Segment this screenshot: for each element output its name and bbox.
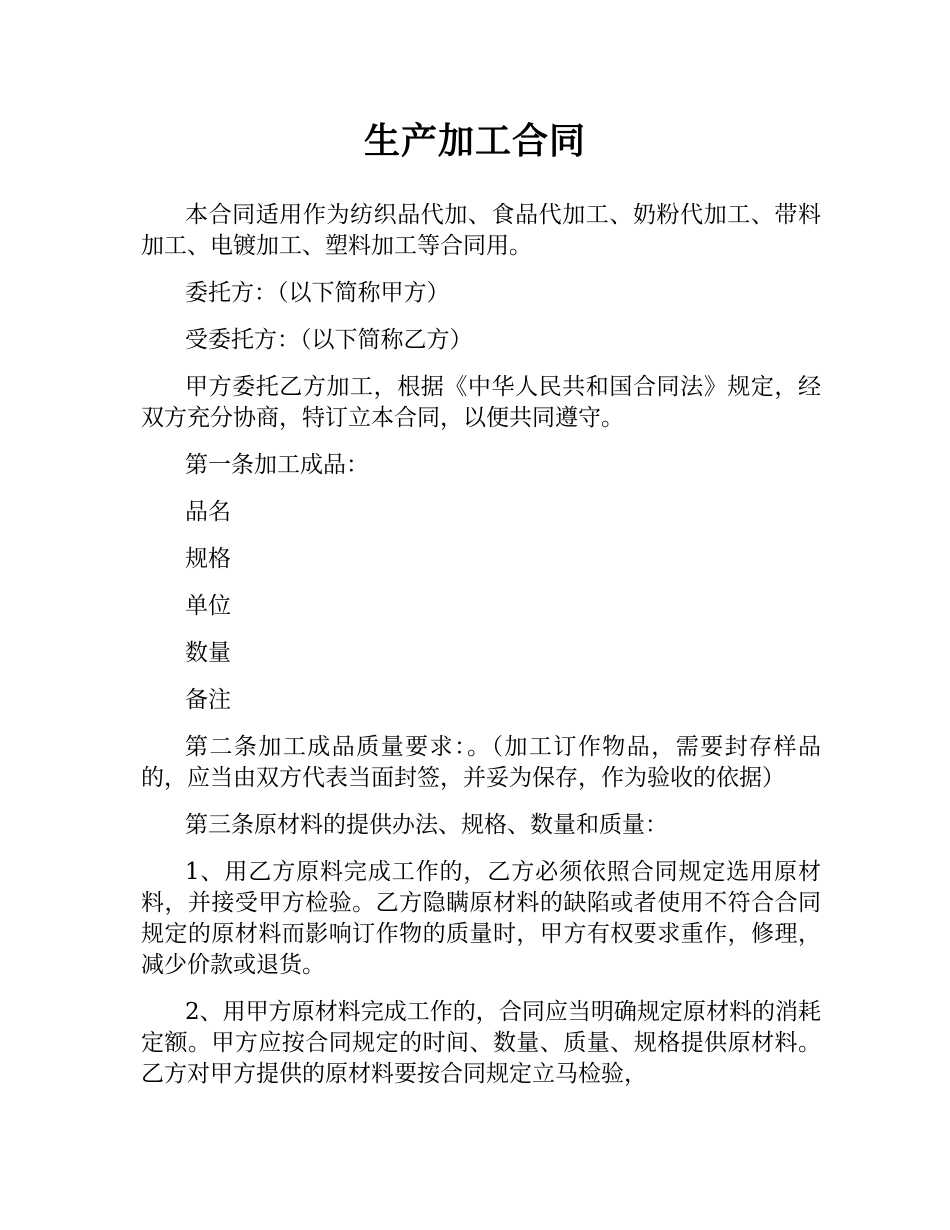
paragraph-party-a: 委托方：（以下简称甲方） xyxy=(185,280,450,306)
paragraph-preamble: 甲方委托乙方加工，根据《中华人民共和国合同法》规定，经双方充分协商，特订立本合同，以便共同遵守。 xyxy=(141,374,821,431)
article-1-heading: 第一条加工成品： xyxy=(185,452,369,478)
article-3-heading: 第三条原材料的提供办法、规格、数量和质量： xyxy=(185,812,668,838)
field-quantity: 数量 xyxy=(185,640,231,666)
article-3-clause-2: 2、用甲方原材料完成工作的，合同应当明确规定原材料的消耗定额。甲方应按合同规定的时间、数量、质量、规格提供原材料。乙方对甲方提供的原材料要按合同规定立马检验， xyxy=(141,999,821,1087)
paragraph-party-b: 受委托方：（以下简称乙方） xyxy=(185,327,473,353)
field-remarks: 备注 xyxy=(185,687,231,713)
field-specification: 规格 xyxy=(185,546,231,572)
field-product-name: 品名 xyxy=(185,499,231,525)
article-2-quality: 第二条加工成品质量要求：。（加工订作物品，需要封存样品的，应当由双方代表当面封签，并妥为保存，作为验收的依据） xyxy=(141,734,821,791)
article-3-clause-1: 1、用乙方原料完成工作的，乙方必须依照合同规定选用原材料，并接受甲方检验。乙方隐瞒原材料的缺陷或者使用不符合合同规定的原材料而影响订作物的质量时，甲方有权要求重作，修理，减少价款或退货。 xyxy=(141,859,821,978)
paragraph-scope: 本合同适用作为纺织品代加、食品代加工、奶粉代加工、带料加工、电镀加工、塑料加工等合同用。 xyxy=(141,202,821,259)
document-title: 生产加工合同 xyxy=(363,121,586,162)
document-body xyxy=(141,200,821,1106)
field-unit: 单位 xyxy=(185,593,231,619)
